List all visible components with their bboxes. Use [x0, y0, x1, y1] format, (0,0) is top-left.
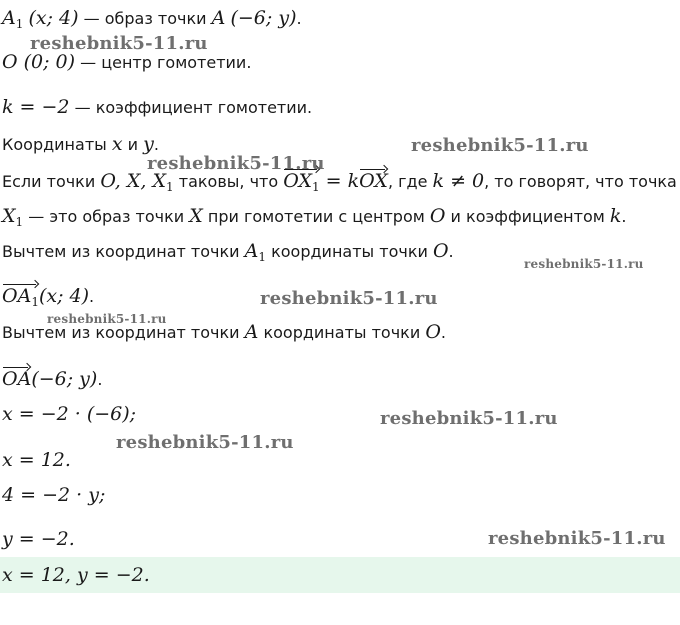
point-o: O	[432, 240, 449, 262]
point-a1: $A_1$	[244, 240, 266, 264]
watermark: reshebnik5-11.ru	[488, 528, 666, 549]
point-a: A	[211, 7, 226, 29]
equals-k: = k	[319, 170, 360, 192]
point-x: X	[189, 205, 203, 227]
line-answer	[2, 564, 150, 587]
coefficient-k: k = −2	[2, 96, 70, 118]
line-find	[2, 133, 159, 156]
equation: x = 12.	[2, 449, 71, 471]
point-o: O	[425, 321, 441, 343]
text: Вычтем из координат точки	[2, 323, 245, 342]
watermark: reshebnik5-11.ru	[47, 312, 167, 326]
coords: (x; 4)	[38, 285, 90, 307]
watermark: reshebnik5-11.ru	[380, 408, 558, 429]
var-k: k	[609, 205, 622, 227]
watermark: reshebnik5-11.ru	[260, 288, 438, 309]
line-x-result	[2, 449, 71, 472]
watermark: reshebnik5-11.ru	[30, 33, 208, 54]
coords-a1: (x; 4)	[28, 7, 79, 29]
line-vector-oa1	[2, 285, 94, 313]
equation: x = −2 · (−6);	[2, 403, 137, 425]
line-definition-2	[2, 205, 627, 233]
point-a1: $A_1$	[2, 7, 24, 31]
text: — коэффициент гомотетии.	[69, 98, 313, 117]
period: .	[621, 207, 627, 226]
watermark: reshebnik5-11.ru	[411, 135, 589, 156]
line-given-a1	[2, 7, 302, 35]
vector-ox: OX	[359, 170, 388, 192]
line-coefficient	[2, 96, 312, 119]
text: и	[122, 135, 144, 154]
period: .	[153, 135, 159, 154]
text: — центр гомотетии.	[75, 53, 252, 72]
line-eq-y	[2, 484, 105, 507]
text: таковы, что	[178, 172, 284, 191]
text: при гомотетии с центром	[202, 207, 430, 226]
vector-oa1: $OA_1$	[2, 285, 39, 313]
watermark: reshebnik5-11.ru	[524, 257, 644, 271]
watermark: reshebnik5-11.ru	[147, 153, 325, 174]
vector-ox1: $OX_1$	[283, 170, 319, 198]
points: O, X, $X_1$	[100, 170, 174, 194]
vector-oa: OA	[2, 368, 32, 390]
period: .	[97, 370, 103, 389]
condition: k ≠ 0	[432, 170, 485, 192]
equation: y = −2.	[2, 528, 75, 550]
line-eq-x	[2, 403, 136, 426]
period: .	[440, 323, 446, 342]
equation: 4 = −2 · y;	[2, 484, 106, 506]
text: Вычтем из координат точки	[2, 242, 245, 261]
point-a: A	[244, 321, 259, 343]
line-y-result	[2, 528, 75, 551]
text: — образ точки	[78, 9, 212, 28]
text: Координаты	[2, 135, 112, 154]
watermark: reshebnik5-11.ru	[116, 432, 294, 453]
period: .	[296, 9, 302, 28]
var-y: y	[143, 133, 154, 155]
line-subtract-1	[2, 240, 454, 268]
answer: x = 12, y = −2.	[2, 564, 150, 586]
line-center	[2, 51, 251, 74]
point-o: O	[429, 205, 446, 227]
text: и коэффициентом	[445, 207, 610, 226]
line-definition-1	[2, 170, 677, 198]
coords-a: (−6; y)	[230, 7, 297, 29]
text: , где	[387, 172, 433, 191]
text: координаты точки	[258, 323, 426, 342]
text: , то говорят, что точка	[484, 172, 677, 191]
point-x1: $X_1$	[2, 205, 24, 229]
center-o: O (0; 0)	[2, 51, 76, 73]
text: координаты точки	[266, 242, 433, 261]
coords: (−6; y)	[31, 368, 98, 390]
text: — это образ точки	[23, 207, 190, 226]
text: Если точки	[2, 172, 101, 191]
period: .	[89, 287, 95, 306]
var-x: x	[111, 133, 123, 155]
period: .	[448, 242, 454, 261]
line-vector-oa	[2, 368, 102, 391]
